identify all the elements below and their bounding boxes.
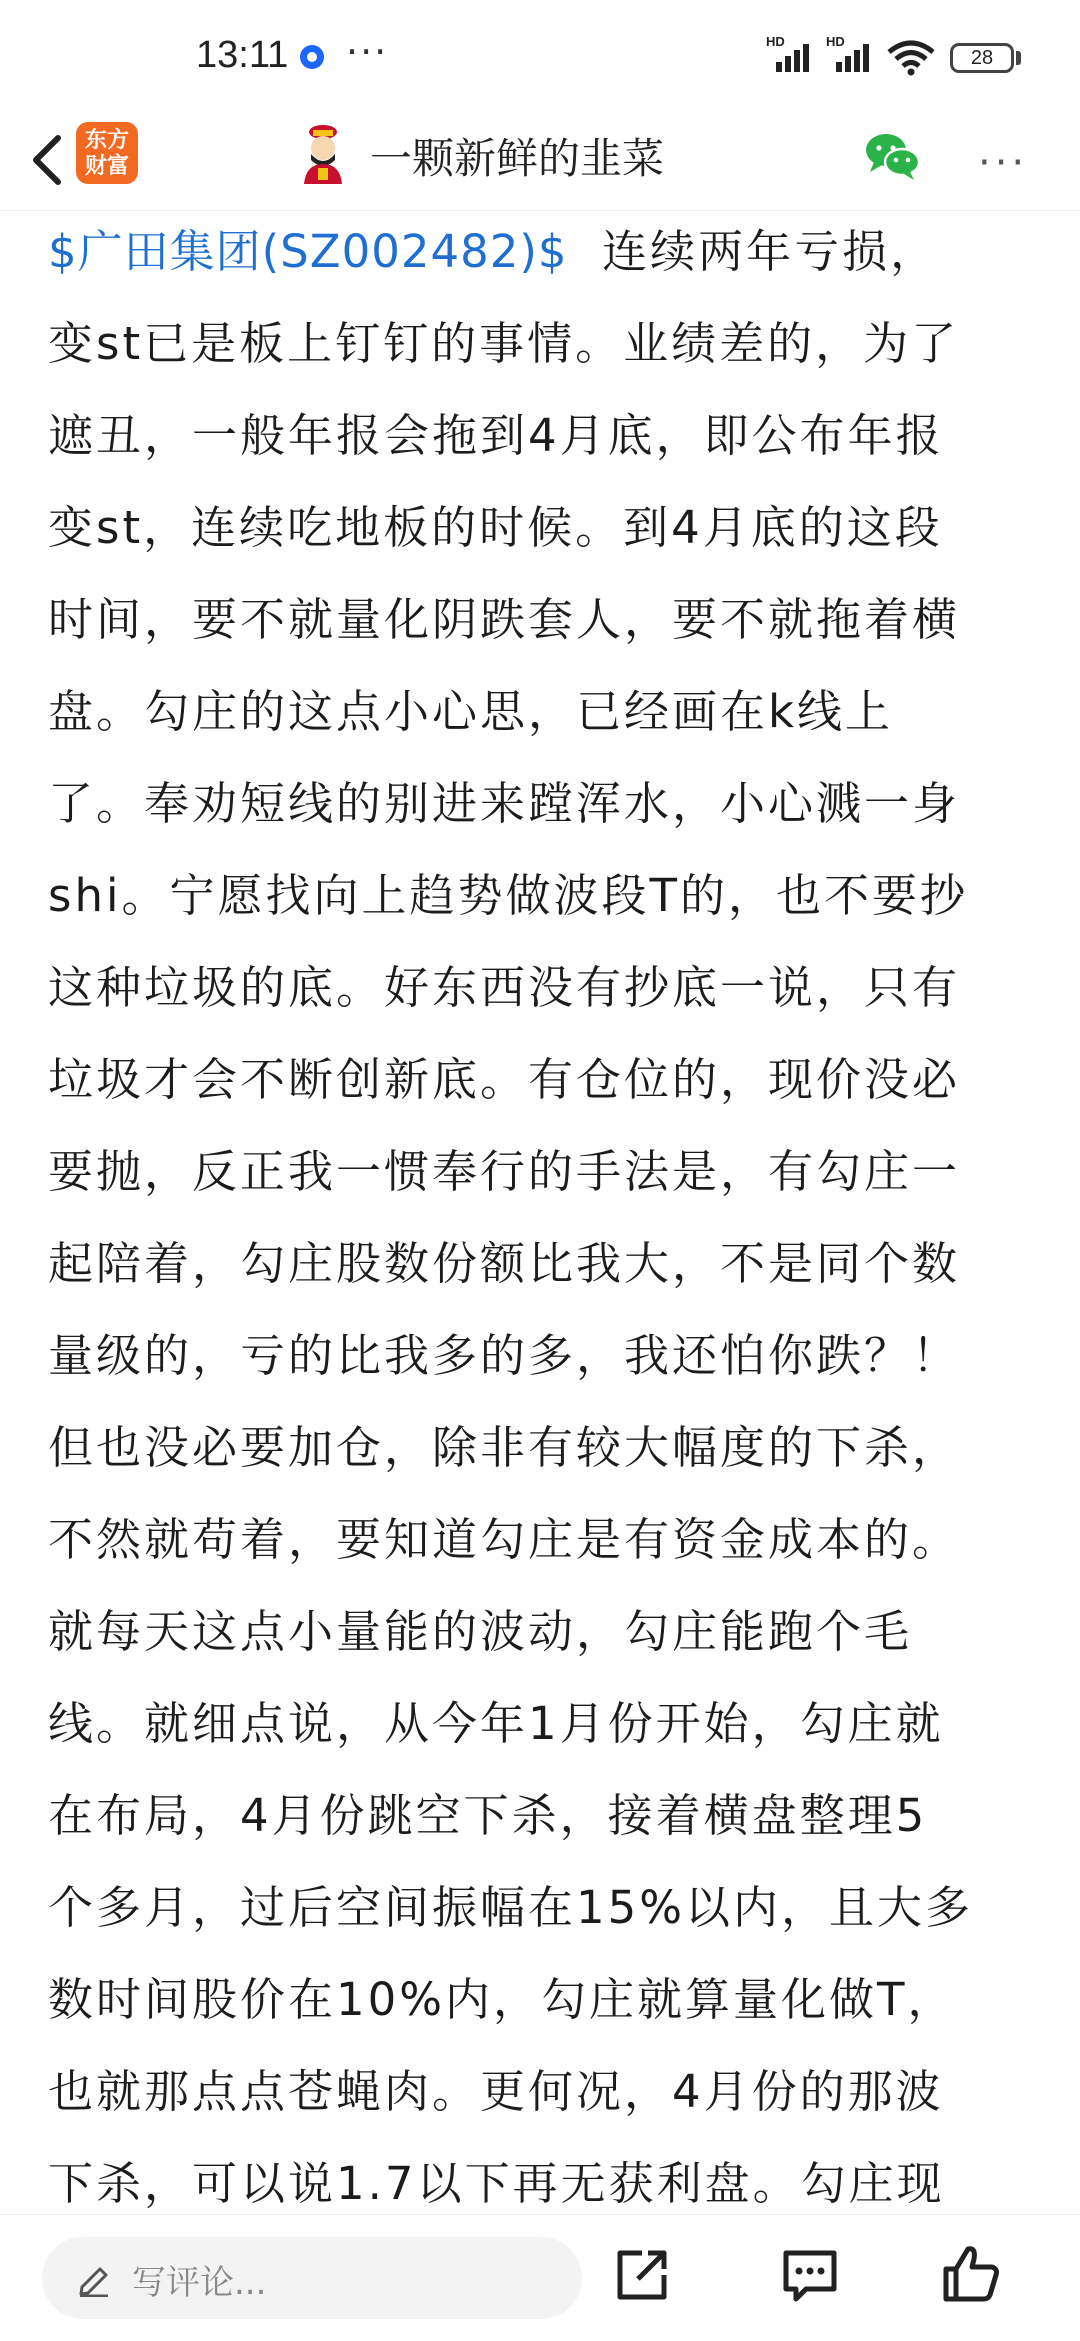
post-text-line: 量级的，亏的比我多的多，我还怕你跌？！ — [48, 1329, 961, 1382]
post-line-1 — [48, 206, 1040, 298]
post-text-line: 不然就苟着，要知道勾庄是有资金成本的。 — [48, 1513, 961, 1566]
signal-strength-icon-2 — [826, 38, 874, 74]
post-text-line: shi。宁愿找向上趋势做波段T的，也不要抄 — [48, 869, 968, 922]
status-bar — [0, 0, 1080, 110]
post-text-line: 变st，连续吃地板的时候。到4月底的这段 — [48, 501, 943, 554]
wechat-share-icon[interactable] — [862, 128, 922, 184]
back-button[interactable] — [18, 118, 78, 202]
app-logo[interactable] — [76, 122, 138, 184]
battery-icon — [950, 43, 1014, 73]
author-name[interactable]: 一颗新鲜的韭菜 — [370, 134, 665, 183]
recording-indicator-icon — [300, 45, 324, 69]
wifi-icon — [886, 40, 936, 76]
signal-hd-label-2: HD — [826, 34, 845, 49]
signal-hd-label-1: HD — [766, 34, 785, 49]
status-time: 13:11 — [196, 34, 289, 76]
signal-strength-icon — [766, 38, 814, 74]
post-text-line: 这种垃圾的底。好东西没有抄底一说，只有 — [48, 961, 961, 1014]
app-header — [0, 110, 1080, 211]
comment-placeholder: 写评论... — [132, 2263, 267, 2303]
post-text-line: 连续两年亏损， — [602, 225, 939, 278]
post-text-line: 线。就细点说，从今年1月份开始，勾庄就 — [48, 1697, 944, 1750]
battery-tip — [1016, 51, 1021, 65]
post-text-line: 数时间股价在10%内，勾庄就算量化做T， — [48, 1973, 956, 2026]
post-text-line: 变st已是板上钉钉的事情。业绩差的，为了 — [48, 317, 960, 370]
post-text-line: 了。奉劝短线的别进来蹚浑水，小心溅一身 — [48, 777, 961, 830]
battery-level: 28 — [970, 47, 994, 69]
post-text-line: 下杀，可以说1.7以下再无获利盘。勾庄现 — [48, 2157, 945, 2210]
post-text-line: 但也没必要加仓，除非有较大幅度的下杀， — [48, 1421, 961, 1474]
post-text-line: 在布局，4月份跳空下杀，接着横盘整理5 — [48, 1789, 928, 1842]
post-text-line: 就每天这点小量能的波动，勾庄能跑个毛 — [48, 1605, 913, 1658]
app-logo-line1: 东方 — [84, 128, 129, 153]
comment-icon[interactable] — [780, 2245, 840, 2305]
post-text-line: 起陪着，勾庄股数份额比我大，不是同个数 — [48, 1237, 961, 1290]
share-icon[interactable] — [612, 2245, 672, 2305]
pencil-icon — [76, 2259, 112, 2297]
thumbs-up-icon[interactable] — [940, 2241, 1002, 2305]
comment-input[interactable] — [42, 2237, 582, 2319]
post-content — [48, 206, 1040, 2214]
post-text-line: 也就那点点苍蝇肉。更何况，4月份的那波 — [48, 2065, 944, 2118]
post-text-line: 遮丑，一般年报会拖到4月底，即公布年报 — [48, 409, 944, 462]
author-avatar[interactable] — [296, 124, 350, 186]
more-options-button[interactable]: ··· — [978, 140, 1029, 186]
stock-tag-link[interactable]: $广田集团(SZ002482)$ — [48, 225, 568, 278]
post-text-line: 垃圾才会不断创新底。有仓位的，现价没必 — [48, 1053, 961, 1106]
post-text-line: 个多月，过后空间振幅在15%以内，且大多 — [48, 1881, 974, 1934]
app-logo-line2: 财富 — [84, 154, 129, 179]
post-text-line: 时间，要不就量化阴跌套人，要不就拖着横 — [48, 593, 961, 646]
post-text-line: 要抛，反正我一惯奉行的手法是，有勾庄一 — [48, 1145, 961, 1198]
bottom-action-bar — [0, 2214, 1080, 2341]
status-more-icon: ··· — [346, 30, 389, 74]
post-text-line: 盘。勾庄的这点小心思，已经画在k线上 — [48, 685, 894, 738]
